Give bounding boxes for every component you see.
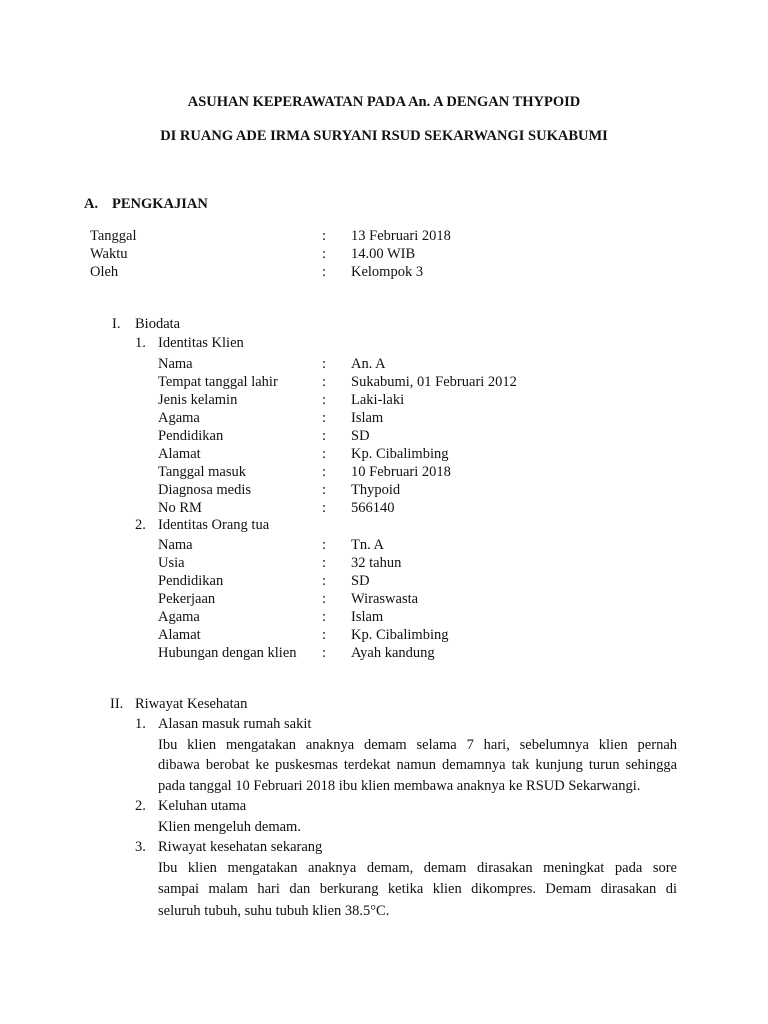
orangtua-field-label: Usia xyxy=(158,555,185,571)
assessment-label: Tanggal xyxy=(90,228,137,244)
klien-field-colon: : xyxy=(322,446,327,462)
klien-field-colon: : xyxy=(322,392,327,408)
klien-field-value: Sukabumi, 01 Februari 2012 xyxy=(351,374,517,390)
klien-field-value: SD xyxy=(351,428,370,444)
riwayat-paragraph-line: Klien mengeluh demam. xyxy=(158,819,301,835)
orangtua-field-label: Alamat xyxy=(158,627,201,643)
klien-field-label: Nama xyxy=(158,356,193,372)
klien-field-colon: : xyxy=(322,410,327,426)
orangtua-field-colon: : xyxy=(322,609,327,625)
riwayat-item-title: Alasan masuk rumah sakit xyxy=(158,716,312,732)
klien-field-label: No RM xyxy=(158,500,202,516)
orangtua-field-label: Nama xyxy=(158,537,193,553)
assessment-colon: : xyxy=(322,246,327,262)
assessment-colon: : xyxy=(322,264,327,280)
orangtua-field-label: Hubungan dengan klien xyxy=(158,645,297,661)
klien-field-colon: : xyxy=(322,374,327,390)
orangtua-field-value: SD xyxy=(351,573,370,589)
orangtua-field-value: Ayah kandung xyxy=(351,645,435,661)
biodata-heading: Biodata xyxy=(135,316,181,332)
identitas-orangtua-number: 2. xyxy=(135,517,146,533)
klien-field-value: Thypoid xyxy=(351,482,401,498)
assessment-colon: : xyxy=(322,228,327,244)
assessment-value: 14.00 WIB xyxy=(351,246,416,262)
klien-field-label: Diagnosa medis xyxy=(158,482,252,498)
klien-field-colon: : xyxy=(322,464,327,480)
orangtua-field-label: Agama xyxy=(158,609,200,625)
orangtua-field-colon: : xyxy=(322,627,327,643)
klien-field-colon: : xyxy=(322,428,327,444)
orangtua-field-label: Pekerjaan xyxy=(158,591,216,607)
riwayat-item-number: 1. xyxy=(135,716,146,732)
riwayat-paragraph-line: seluruh tubuh, suhu tubuh klien 38.5°C. xyxy=(158,903,390,919)
klien-field-colon: : xyxy=(322,356,327,372)
orangtua-field-value: 32 tahun xyxy=(351,555,402,571)
orangtua-field-value: Kp. Cibalimbing xyxy=(351,627,449,643)
klien-field-label: Tanggal masuk xyxy=(158,464,246,480)
klien-field-colon: : xyxy=(322,500,327,516)
identitas-klien-number: 1. xyxy=(135,335,146,351)
orangtua-field-value: Tn. A xyxy=(351,537,385,553)
identitas-klien-heading: Identitas Klien xyxy=(158,335,244,351)
section-a-letter: A. xyxy=(84,196,99,212)
identitas-orangtua-heading: Identitas Orang tua xyxy=(158,517,270,533)
riwayat-paragraph-line: Ibu klien mengatakan anaknya demam, demam dirasakan meningkat pada sore xyxy=(158,860,677,876)
orangtua-field-colon: : xyxy=(322,573,327,589)
klien-field-label: Tempat tanggal lahir xyxy=(158,374,278,390)
klien-field-value: Kp. Cibalimbing xyxy=(351,446,449,462)
klien-field-value: 10 Februari 2018 xyxy=(351,464,451,480)
orangtua-field-value: Wiraswasta xyxy=(351,591,419,607)
document-title: ASUHAN KEPERAWATAN PADA An. A DENGAN THYPOID xyxy=(187,94,581,110)
orangtua-field-colon: : xyxy=(322,555,327,571)
riwayat-numeral: II. xyxy=(110,696,124,712)
orangtua-field-label: Pendidikan xyxy=(158,573,224,589)
section-a-title: PENGKAJIAN xyxy=(112,196,208,212)
riwayat-paragraph-line: dibawa berobat ke puskesmas terdekat namun demamnya tak kunjung turun sehingga xyxy=(158,757,677,773)
document-subtitle: DI RUANG ADE IRMA SURYANI RSUD SEKARWANGI SUKABUMI xyxy=(160,128,608,144)
klien-field-label: Alamat xyxy=(158,446,201,462)
assessment-label: Oleh xyxy=(90,264,119,280)
riwayat-paragraph-line: sampai malam hari dan berkurang ketika klien dikompres. Demam dirasakan di xyxy=(158,881,677,897)
riwayat-item-number: 2. xyxy=(135,798,146,814)
klien-field-label: Pendidikan xyxy=(158,428,224,444)
orangtua-field-colon: : xyxy=(322,645,327,661)
assessment-value: Kelompok 3 xyxy=(351,264,424,280)
klien-field-value: Islam xyxy=(351,410,384,426)
orangtua-field-colon: : xyxy=(322,591,327,607)
klien-field-value: An. A xyxy=(351,356,386,372)
riwayat-heading: Riwayat Kesehatan xyxy=(135,696,248,712)
riwayat-item-number: 3. xyxy=(135,839,146,855)
biodata-numeral: I. xyxy=(112,316,121,332)
klien-field-label: Jenis kelamin xyxy=(158,392,238,408)
klien-field-value: Laki-laki xyxy=(351,392,405,408)
klien-field-label: Agama xyxy=(158,410,200,426)
riwayat-item-title: Keluhan utama xyxy=(158,798,247,814)
orangtua-field-value: Islam xyxy=(351,609,384,625)
assessment-label: Waktu xyxy=(90,246,128,262)
assessment-value: 13 Februari 2018 xyxy=(351,228,451,244)
riwayat-item-title: Riwayat kesehatan sekarang xyxy=(158,839,323,855)
riwayat-paragraph-line: pada tanggal 10 Februari 2018 ibu klien membawa anaknya ke RSUD Sekarwangi. xyxy=(158,778,641,794)
orangtua-field-colon: : xyxy=(322,537,327,553)
klien-field-value: 566140 xyxy=(351,500,395,516)
klien-field-colon: : xyxy=(322,482,327,498)
riwayat-paragraph-line: Ibu klien mengatakan anaknya demam selama 7 hari, sebelumnya klien pernah xyxy=(158,737,677,753)
